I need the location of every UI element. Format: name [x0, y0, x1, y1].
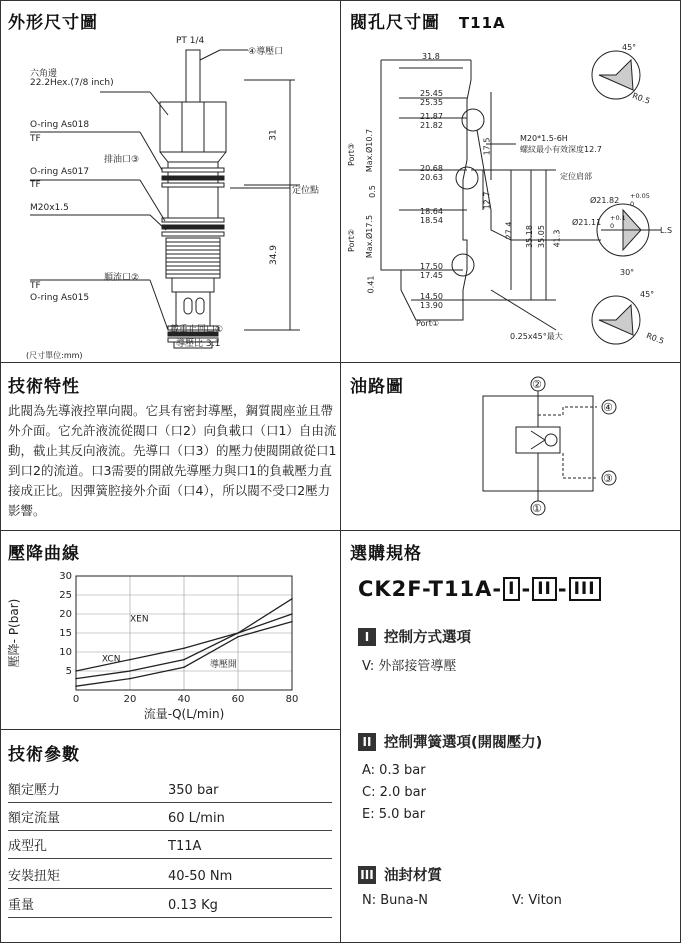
x-tick-label: 40 [177, 694, 191, 705]
tf3-label: TF [30, 281, 41, 291]
circuit-port-2: ② [532, 378, 542, 391]
circuit-diagram [341, 363, 681, 530]
cav-port1: Port① [416, 319, 440, 328]
cav-d0-5: 0.5 [367, 185, 377, 198]
param-row [8, 775, 332, 803]
data-point [291, 598, 293, 600]
x-tick-label: 20 [123, 694, 137, 705]
opt2-e: E: 5.0 bar [362, 807, 426, 822]
cav-a45b: 45° [640, 290, 655, 299]
oring2-label: O-ring As017 [30, 167, 90, 177]
cav-d25-45: 25.45 [420, 89, 443, 98]
cav-d35-18: 35.18 [524, 225, 534, 248]
cav-d17-50: 17.50 [420, 262, 443, 271]
cav-d13-90: 13.90 [420, 301, 443, 310]
cav-d17-45: 17.45 [420, 271, 443, 280]
opt3-title: 油封材質 [384, 868, 442, 884]
cav-d21-82: 21.82 [420, 121, 443, 130]
cav-max17-5: Max.Ø17.5 [365, 214, 375, 259]
locate-label: 定位點 [292, 186, 320, 196]
model-dash-2: - [557, 577, 568, 601]
data-point [183, 659, 185, 661]
opt3-badge: III [358, 866, 376, 884]
pressure-drop-title: 壓降曲線 [8, 544, 80, 564]
dim-34-9: 34.9 [269, 244, 280, 266]
opt2-a: A: 0.3 bar [362, 763, 426, 778]
opt1-v: V: 外部接管導壓 [362, 659, 457, 674]
thread-label: M20x1.5 [30, 203, 69, 213]
cav-tol2b: 0 [610, 222, 615, 230]
cav-phi21-82: Ø21.82 [590, 196, 620, 205]
cav-thread-note1: M20*1.5-6H [520, 134, 568, 143]
outline-title: 外形尺寸圖 [8, 13, 98, 33]
pilot-ratio-label: 導壓比 3:1 [176, 339, 221, 349]
y-tick-label: 25 [59, 590, 72, 601]
data-point [75, 678, 77, 680]
features-text: 此閥為先導液控單向閥。它具有密封導壓，鋼質閥座並且帶外介面。它允許液流從閥口（口2）向負載口（口1）自由流動，截止其反向液流。先導口（口3）的壓力使閥開啟從口1到口2的流道。口3需要的開啟先導壓力與口1的負載壓力直接成正比。因彈簧腔接外介面（口4），所以閥不受口2壓力影響。 [8, 403, 337, 518]
opt2-c: C: 2.0 bar [362, 785, 426, 800]
cav-ls: L.S [660, 226, 673, 235]
param-row [8, 803, 332, 831]
model-code [358, 577, 602, 601]
drain-port-label: 排油口③ [104, 155, 140, 165]
cav-d18-64: 18.64 [420, 207, 443, 216]
x-tick-label: 80 [285, 694, 299, 705]
model-dash-1: - [521, 577, 532, 601]
pt-label: PT 1/4 [176, 36, 205, 46]
cav-shoulder: 定位肩部 [560, 172, 592, 181]
cav-a45a: 45° [622, 43, 637, 52]
model-box-1: I [503, 577, 520, 601]
cav-thread-note2: 螺紋最小有效深度12.7 [520, 145, 602, 154]
cav-d20-68: 20.68 [420, 164, 443, 173]
model-box-3: III [569, 577, 601, 601]
y-tick-label: 15 [59, 628, 72, 639]
opt3-n: N: Buna-N [362, 893, 429, 908]
y-tick-label: 20 [59, 609, 72, 620]
param-key: 安裝扭矩 [8, 869, 61, 884]
cav-max10-7: Max.Ø10.7 [365, 128, 375, 173]
pilot-port-label: ④導壓口 [248, 47, 284, 57]
x-tick-label: 60 [231, 694, 245, 705]
cavity-title-text: 閥孔尺寸圖 [350, 13, 440, 33]
param-row [8, 831, 332, 859]
cav-d31-8: 31.8 [422, 52, 440, 61]
y-tick-label: 5 [65, 666, 72, 677]
flow-port-label: 順流口② [104, 273, 140, 283]
cav-tol1a: +0.05 [630, 192, 650, 200]
oring1-label: O-ring As018 [30, 120, 90, 130]
data-point [237, 632, 239, 634]
cav-phi21-11: Ø21.11 [572, 218, 602, 227]
cav-d27-4: 27.4 [504, 221, 514, 240]
cav-d41-3: 41.3 [552, 229, 562, 248]
circuit-port-4: ④ [603, 401, 613, 414]
cav-port3: Port③ [347, 142, 357, 167]
param-row [8, 861, 332, 889]
param-value: T11A [168, 839, 202, 854]
cav-d17-5: 17.5 [482, 137, 492, 156]
y-axis-label: 壓降- P(bar) [7, 598, 21, 668]
opt1-badge: I [358, 628, 376, 646]
divider-2 [0, 530, 681, 531]
cav-d21-87: 21.87 [420, 112, 443, 121]
param-key: 額定壓力 [8, 783, 61, 798]
params-title: 技術參數 [8, 745, 80, 765]
data-point [129, 678, 131, 680]
cav-d12-7: 12.7 [482, 191, 492, 210]
x-tick-label: 0 [72, 694, 80, 705]
opt1-heading [358, 626, 471, 647]
param-value: 40-50 Nm [168, 869, 233, 884]
hex-size-label: 22.2Hex.(7/8 inch) [30, 78, 114, 88]
series-label: XCN [101, 654, 121, 665]
y-tick-label: 30 [59, 571, 72, 582]
data-point [291, 613, 293, 615]
cav-port2: Port② [347, 228, 357, 253]
dim-31: 31 [268, 129, 279, 141]
data-point [75, 670, 77, 672]
opt3-heading [358, 864, 442, 885]
cav-d20-63: 20.63 [420, 173, 443, 182]
param-value: 350 bar [168, 783, 219, 798]
param-value: 0.13 Kg [168, 898, 218, 913]
cav-d14-50: 14.50 [420, 292, 443, 301]
model-prefix: CK2F-T11A- [358, 577, 503, 601]
cav-d0-41: 0.41 [366, 275, 376, 294]
param-value: 60 L/min [168, 811, 225, 826]
hex-label: 六角邊 [30, 69, 58, 79]
oring3-label: O-ring As015 [30, 293, 90, 303]
data-point [129, 670, 131, 672]
x-axis-label: 流量-Q(L/min) [143, 707, 225, 721]
data-point [183, 647, 185, 649]
cavity-code: T11A [458, 14, 506, 32]
pressure-drop-chart [0, 560, 340, 725]
param-key: 額定流量 [8, 811, 61, 826]
cav-a30: 30° [620, 268, 635, 277]
load-port-label: 載重止回口① [170, 325, 224, 335]
series-label: 導壓開 [209, 660, 237, 671]
tf2-label: TF [30, 180, 41, 190]
opt2-heading [358, 731, 542, 752]
tf1-label: TF [30, 134, 41, 144]
data-point [183, 666, 185, 668]
cav-d18-54: 18.54 [420, 216, 443, 225]
cav-d25-35: 25.35 [420, 98, 443, 107]
data-point [75, 685, 77, 687]
divider-3 [0, 729, 340, 730]
cav-tol2a: +0.1 [610, 214, 626, 222]
param-key: 成型孔 [8, 839, 48, 854]
opt1-title: 控制方式選項 [384, 630, 471, 646]
data-point [237, 636, 239, 638]
ordering-title: 選購規格 [350, 544, 422, 564]
param-key: 重量 [8, 898, 35, 913]
cav-r05b: R0.5 [645, 331, 666, 346]
features-title: 技術特性 [8, 377, 80, 397]
cav-r05a: R0.5 [631, 91, 652, 106]
param-row [8, 890, 332, 918]
model-box-2: II [532, 577, 557, 601]
data-point [291, 621, 293, 623]
cav-tol1b: 0 [630, 200, 635, 208]
data-point [129, 659, 131, 661]
opt2-badge: II [358, 733, 376, 751]
circuit-port-1: ① [532, 502, 542, 515]
cav-chamfer: 0.25x45°最大 [510, 332, 563, 341]
unit-label: (尺寸單位:mm) [26, 351, 83, 360]
cav-d35-05: 35.05 [536, 225, 546, 248]
opt2-title: 控制彈簧選項(開閥壓力) [384, 735, 543, 751]
series-label: XEN [130, 614, 149, 625]
circuit-port-3: ③ [603, 472, 613, 485]
opt3-v: V: Viton [512, 893, 562, 908]
y-tick-label: 10 [59, 647, 72, 658]
circuit-title: 油路圖 [350, 377, 404, 397]
